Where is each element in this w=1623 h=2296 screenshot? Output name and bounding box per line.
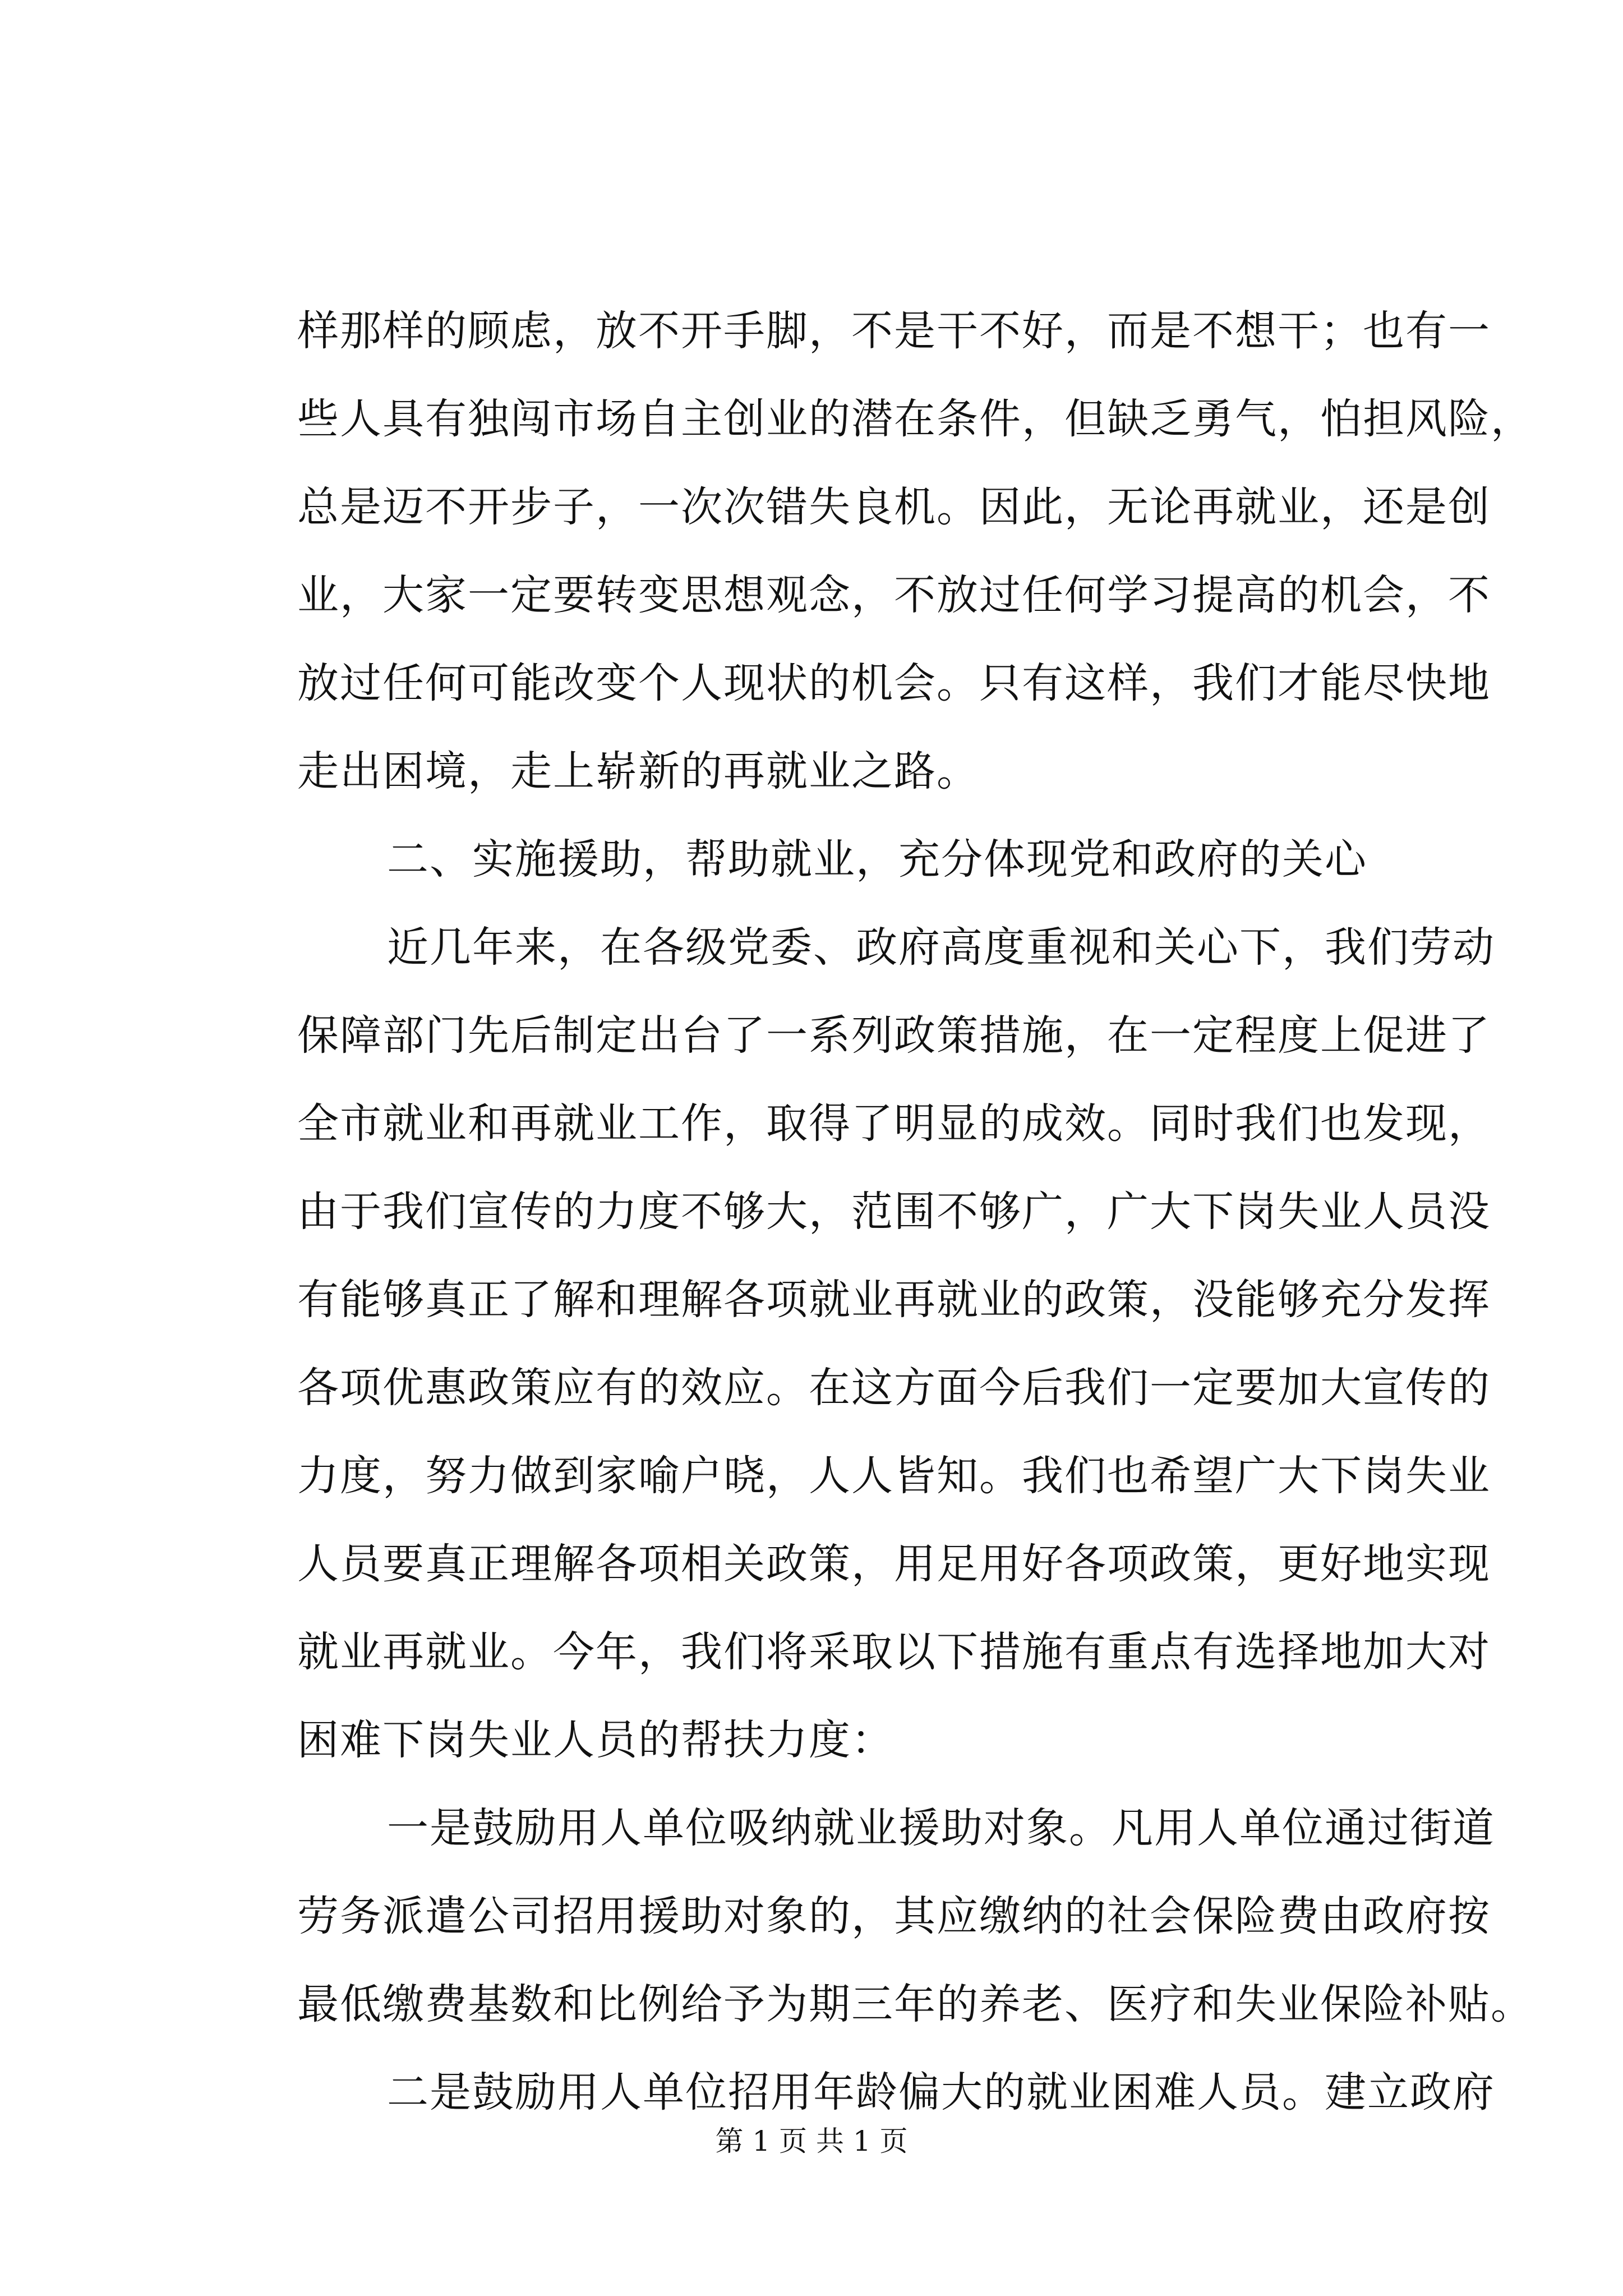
text-line: 最低缴费基数和比例给予为期三年的养老、医疗和失业保险补贴。 (297, 1980, 1533, 2028)
text-line: 些人具有独闯市场自主创业的潜在条件，但缺乏勇气，怕担风险， (297, 395, 1533, 443)
text-line: 有能够真正了解和理解各项就业再就业的政策，没能够充分发挥 (297, 1276, 1491, 1324)
text-line: 由于我们宣传的力度不够大，范围不够广，广大下岗失业人员没 (297, 1188, 1491, 1236)
text-line: 困难下岗失业人员的帮扶力度： (297, 1716, 894, 1764)
text-line: 走出困境，走上崭新的再就业之路。 (297, 747, 979, 795)
section-heading: 二、实施援助，帮助就业，充分体现党和政府的关心 (387, 835, 1367, 884)
text-line: 全市就业和再就业工作，取得了明显的成效。同时我们也发现， (297, 1099, 1491, 1148)
text-line: 总是迈不开步子，一次次错失良机。因此，无论再就业，还是创 (297, 483, 1491, 531)
text-line: 近几年来，在各级党委、政府高度重视和关心下，我们劳动 (387, 923, 1495, 972)
text-line: 二是鼓励用人单位招用年龄偏大的就业困难人员。建立政府 (387, 2068, 1495, 2116)
page-number-footer: 第 1 页 共 1 页 (715, 2125, 908, 2157)
text-line: 保障部门先后制定出台了一系列政策措施，在一定程度上促进了 (297, 1011, 1491, 1060)
text-line: 放过任何可能改变个人现状的机会。只有这样，我们才能尽快地 (297, 659, 1491, 707)
text-line: 力度，努力做到家喻户晓，人人皆知。我们也希望广大下岗失业 (297, 1452, 1491, 1500)
text-line: 就业再就业。今年，我们将采取以下措施有重点有选择地加大对 (297, 1628, 1491, 1676)
text-line: 一是鼓励用人单位吸纳就业援助对象。凡用人单位通过街道 (387, 1804, 1495, 1852)
text-line: 各项优惠政策应有的效应。在这方面今后我们一定要加大宣传的 (297, 1364, 1491, 1412)
text-line: 人员要真正理解各项相关政策，用足用好各项政策，更好地实现 (297, 1540, 1491, 1588)
text-line: 业，大家一定要转变思想观念，不放过任何学习提高的机会，不 (297, 571, 1491, 619)
text-line: 样那样的顾虑，放不开手脚，不是干不好，而是不想干；也有一 (297, 307, 1491, 355)
text-line: 劳务派遣公司招用援助对象的，其应缴纳的社会保险费由政府按 (297, 1892, 1491, 1940)
